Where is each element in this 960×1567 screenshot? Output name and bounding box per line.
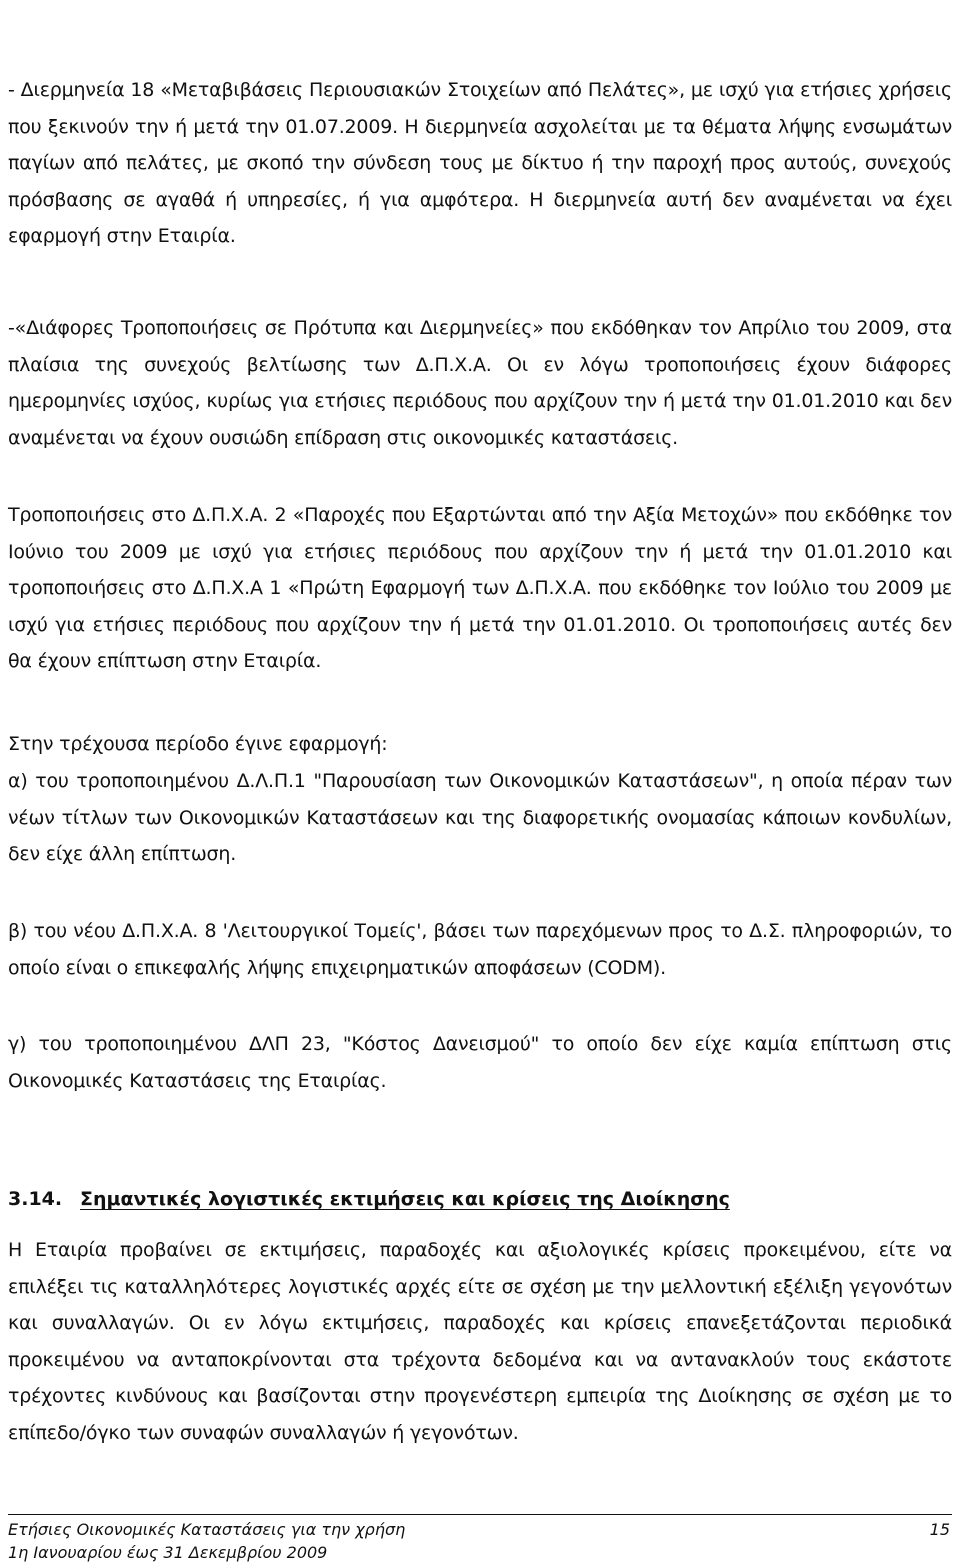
paragraph-item-c: γ) του τροποποιημένου ΔΛΠ 23, "Κόστος Δανεισμού" το οποίο δεν είχε καμία επίπτωση στις Οικονομικές Καταστάσεις της Εταιρίας.	[8, 1033, 952, 1092]
footer-divider	[8, 1514, 952, 1515]
section-number: 3.14.	[8, 1188, 63, 1210]
paragraph-current-period-intro: Στην τρέχουσα περίοδο έγινε εφαρμογή:	[8, 733, 388, 755]
paragraph-item-a: α) του τροποποιημένου Δ.Λ.Π.1 "Παρουσίαση των Οικονομικών Καταστάσεων", η οποία πέραν των νέων τίτλων των Οικονομικών Καταστάσεων και της διαφορετικής ονομασίας κάποιων κονδυλίων, δεν είχε άλλη επίπτωση.	[8, 770, 952, 866]
footer-page-number: 15	[929, 1520, 950, 1539]
paragraph-section-body: Η Εταιρία προβαίνει σε εκτιμήσεις, παραδοχές και αξιολογικές κρίσεις προκειμένου, είτε να επιλέξει τις καταλληλότερες λογιστικές αρχές είτε σε σχέση με την μελλοντική εξέλιξη γεγονότων και συναλλαγών. Οι εν λόγω εκτιμήσεις, παραδοχές και κρίσεις επανεξετάζονται περιοδικά προκειμένου να ανταποκρίνονται στα τρέχοντα δεδομένα και να αντανακλούν τους εκάστοτε τρέχοντες κινδύνους και βασίζονται στην προγενέστερη εμπειρία της Διοίκησης σε σχέση με το επίπεδο/όγκο των συναφών συναλλαγών ή γεγονότων.	[8, 1239, 952, 1444]
section-title: Σημαντικές λογιστικές εκτιμήσεις και κρίσεις της Διοίκησης	[80, 1188, 730, 1210]
paragraph-interpretation-18: - Διερμηνεία 18 «Μεταβιβάσεις Περιουσιακών Στοιχείων από Πελάτες», με ισχύ για ετήσιες χρήσεις που ξεκινούν την ή μετά την 01.07.2009. Η διερμηνεία ασχολείται με τα θέματα λήψης ενσωμάτων παγίων από πελάτες, με σκοπό την σύνδεση τους με δίκτυο ή την παροχή προς αυτούς, συνεχούς πρόσβασης σε αγαθά ή υπηρεσίες, ή για αμφότερα. Η διερμηνεία αυτή δεν αναμένεται να έχει εφαρμογή στην Εταιρία.	[8, 79, 952, 248]
section-heading	[8, 1181, 952, 1217]
paragraph-item-b: β) του νέου Δ.Π.Χ.Α. 8 'Λειτουργικοί Τομείς', βάσει των παρεχόμενων προς το Δ.Σ. πληροφοριών, το οποίο είναι ο επικεφαλής λήψης επιχειρηματικών αποφάσεων (CODM).	[8, 920, 952, 979]
footer-line-2	[8, 1542, 952, 1564]
paragraph-various-amendments: -«Διάφορες Τροποποιήσεις σε Πρότυπα και Διερμηνείες» που εκδόθηκαν τον Απρίλιο του 2009, στα πλαίσια της συνεχούς βελτίωσης των Δ.Π.Χ.Α. Οι εν λόγω τροποποιήσεις έχουν διάφορες ημερομηνίες ισχύος, κυρίως για ετήσιες περιόδους που αρχίζουν την ή μετά την 01.01.2010 και δεν αναμένεται να έχουν ουσιώδη επίδραση στις οικονομικές καταστάσεις.	[8, 317, 952, 449]
paragraph-ifrs2-ifrs1-amendments: Τροποποιήσεις στο Δ.Π.Χ.Α. 2 «Παροχές που Εξαρτώνται από την Αξία Μετοχών» που εκδόθηκε τον Ιούνιο του 2009 με ισχύ για ετήσιες περιόδους που αρχίζουν την ή μετά την 01.01.2010 και τροποποιήσεις στο Δ.Π.Χ.Α 1 «Πρώτη Εφαρμογή των Δ.Π.Χ.Α. που εκδόθηκε τον Ιούλιο του 2009 με ισχύ για ετήσιες περιόδους που αρχίζουν την ή μετά την 01.01.2010. Οι τροποποιήσεις αυτές δεν θα έχουν επίπτωση στην Εταιρία.	[8, 504, 952, 673]
footer-line-1	[8, 1519, 952, 1541]
footer-document-title: Ετήσιες Οικονομικές Καταστάσεις για την χρήση	[8, 1520, 406, 1539]
footer-period: 1η Ιανουαρίου έως 31 Δεκεμβρίου 2009	[8, 1543, 328, 1562]
